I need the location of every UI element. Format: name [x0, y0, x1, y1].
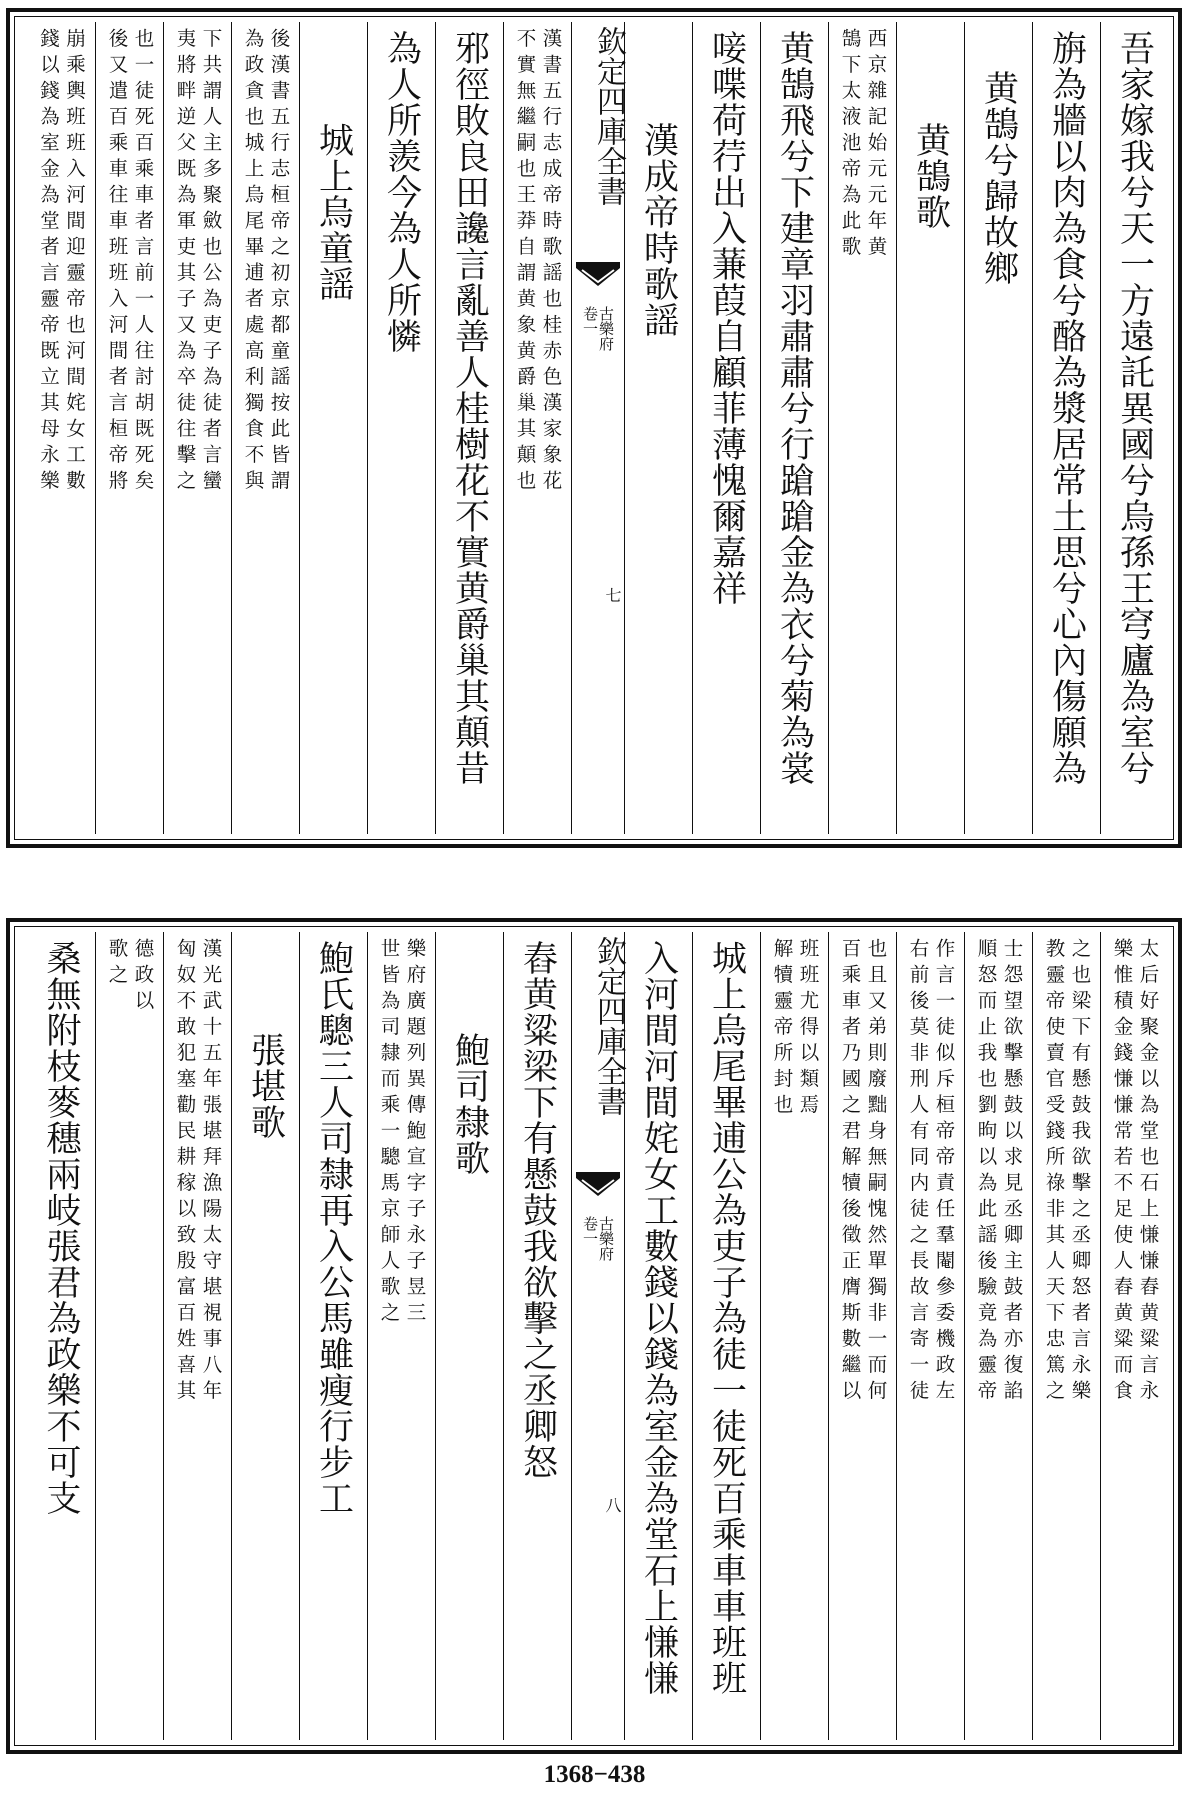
annotation-column: [163, 22, 231, 834]
column-text: 張堪歌: [245, 1032, 286, 1140]
page-footer: 1368−438: [543, 1761, 646, 1788]
annotation-line: 百乘車者乃國之君解犢後徵正膺斯數繼以: [838, 938, 862, 1406]
column-text: 城上烏尾畢逋公為吏子為徒一徒死百乘車車班班: [706, 940, 747, 1696]
annotation-line: 歌之: [105, 938, 129, 990]
annotation-column: [1032, 932, 1100, 1740]
annotation-line: 士怨望欲擊懸鼓以求見丞卿主鼓者亦復諂: [1000, 938, 1024, 1406]
column-text: 入河間河間姹女工數錢以錢為室金為堂石上慊慊: [638, 940, 679, 1696]
annotation-line: 也且又弟則廢黜身無嗣愧然單獨非一而何: [864, 938, 888, 1406]
text-column: [692, 22, 760, 834]
fishtail-mark-icon: [576, 258, 620, 292]
annotation-line: 德政以: [131, 938, 155, 1016]
text-column: [624, 932, 692, 1740]
column-text: 漢成帝時歌謡: [638, 122, 679, 338]
text-column: [964, 22, 1032, 834]
annotation-column: [367, 932, 435, 1740]
annotation-line: 順怒而止我也劉昫以為此謡後驗竟為靈帝: [974, 938, 998, 1406]
annotation-line: 不實無繼嗣也王莽自謂黄象黄爵巢其顛也: [513, 28, 537, 496]
bottom-page: [6, 918, 1182, 1754]
annotation-column: [163, 932, 231, 1740]
text-column: [435, 932, 503, 1740]
annotation-column: [828, 22, 896, 834]
annotation-column: [503, 22, 571, 834]
annotation-line: 後漢書五行志桓帝之初京都童謡按此皆謂: [267, 28, 291, 496]
annotation-line: 夷將畔逆父既為軍吏其子又為卒徒往擊之: [173, 28, 197, 496]
text-column: [299, 932, 367, 1740]
annotation-line: 右前後莫非刑人有同内徒之長故言寄一徒: [906, 938, 930, 1406]
annotation-column: [828, 932, 896, 1740]
book-title: 欽定四庫全書: [591, 936, 626, 1116]
column-text: 舂黄粱梁下有懸鼓我欲擊之丞卿怒: [517, 940, 558, 1480]
text-column: [299, 22, 367, 834]
annotation-line: 樂府廣題列異傳鮑宣字子永子昱三: [403, 938, 427, 1328]
annotation-line: 漢光武十五年張堪拜漁陽太守堪視事八年: [199, 938, 223, 1406]
center-fold-column: [571, 932, 624, 1740]
text-column: [624, 22, 692, 834]
text-column: [367, 22, 435, 834]
annotation-line: 太后好聚金以為堂也石上慊慊舂黄粱言永: [1136, 938, 1160, 1406]
volume-label: 卷一: [581, 306, 599, 336]
top-page-columns: [20, 22, 1168, 834]
annotation-column: [896, 932, 964, 1740]
annotation-line: 鵠下太液池帝為此歌: [838, 28, 862, 262]
text-column: [503, 932, 571, 1740]
column-text: 黄鵠兮歸故鄉: [978, 70, 1019, 286]
fishtail-mark-icon: [576, 1168, 620, 1202]
annotation-column: [95, 22, 163, 834]
annotation-line: 之也梁下有懸鼓我欲擊之丞卿怒者言永樂: [1068, 938, 1092, 1406]
annotation-line: 世皆為司隸而乘一驄馬京師人歌之: [377, 938, 401, 1328]
annotation-line: 為政貪也城上烏尾畢逋者處高利獨食不與: [241, 28, 265, 496]
text-column: [692, 932, 760, 1740]
annotation-line: 錢以錢為室金為堂者言靈帝既立其母永樂: [37, 28, 60, 496]
volume-label: 卷一: [581, 1216, 599, 1246]
annotation-column: [964, 932, 1032, 1740]
annotation-line: 樂惟積金錢慊慊常若不足使人舂黄粱而食: [1110, 938, 1134, 1406]
column-text: 唼喋荷荇出入蒹葭自顧菲薄愧爾嘉祥: [706, 30, 747, 606]
annotation-line: 作言一徒似斥桓帝帝責任羣閹參委機政左: [932, 938, 956, 1406]
page-number: 七: [603, 587, 622, 603]
book-title: 欽定四庫全書: [591, 26, 626, 206]
text-column: [760, 22, 828, 834]
annotation-column: [1100, 932, 1168, 1740]
text-column: [896, 22, 964, 834]
annotation-column: [95, 932, 163, 1740]
text-column: [435, 22, 503, 834]
annotation-line: 崩乘輿班班入河間迎靈帝也河間姹女工數: [63, 28, 86, 496]
category-label: 古樂府: [597, 1216, 615, 1261]
column-text: 鮑氏驄三人司隸再入公馬雖瘦行步工: [313, 940, 354, 1516]
page-number: 八: [603, 1497, 622, 1513]
annotation-line: 西京雜記始元元年黄: [864, 28, 888, 262]
annotation-line: 後又遣百乘車往車班班入河間者言桓帝將: [105, 28, 129, 496]
column-text: 城上烏童謡: [313, 122, 354, 302]
column-text: 為人所羨今為人所憐: [381, 30, 422, 354]
annotation-line: 解犢靈帝所封也: [770, 938, 794, 1120]
column-text: 桑無附枝麥穗兩岐張君為政樂不可支: [41, 940, 81, 1516]
column-text: 鮑司隸歌: [449, 1032, 490, 1176]
text-column: [231, 932, 299, 1740]
center-fold-column: [571, 22, 624, 834]
top-page: [6, 8, 1182, 848]
column-text: 黄鵠歌: [910, 122, 951, 230]
annotation-line: 也一徒死百乘車者言前一人往討胡既死矣: [131, 28, 155, 496]
column-text: 黄鵠飛兮下建章羽肅肅兮行蹌蹌金為衣兮菊為裳: [774, 30, 815, 786]
annotation-line: 班班尤得以類焉: [796, 938, 820, 1120]
text-column: [27, 932, 95, 1740]
column-text: 邪徑敗良田讒言亂善人桂樹花不實黄爵巢其顛昔: [449, 30, 490, 786]
annotation-column: [231, 22, 299, 834]
column-text: 旃為牆以肉為食兮酪為漿居常土思兮心內傷願為: [1046, 30, 1087, 786]
annotation-line: 教靈帝使賣官受錢所祿非其人天下忠篤之: [1042, 938, 1066, 1406]
annotation-column: [760, 932, 828, 1740]
bottom-page-columns: [20, 932, 1168, 1740]
annotation-line: 下共謂人主多聚斂也公為吏子為徒者言蠻: [199, 28, 223, 496]
column-text: 吾家嫁我兮天一方遠託異國兮烏孫王穹廬為室兮: [1114, 30, 1155, 786]
category-label: 古樂府: [597, 306, 615, 351]
annotation-line: 匈奴不敢犯塞勸民耕稼以致殷富百姓喜其: [173, 938, 197, 1406]
text-column: [1032, 22, 1100, 834]
text-column: [1100, 22, 1168, 834]
annotation-line: 漢書五行志成帝時歌謡也桂赤色漢家象花: [539, 28, 563, 496]
annotation-column: [27, 22, 95, 834]
